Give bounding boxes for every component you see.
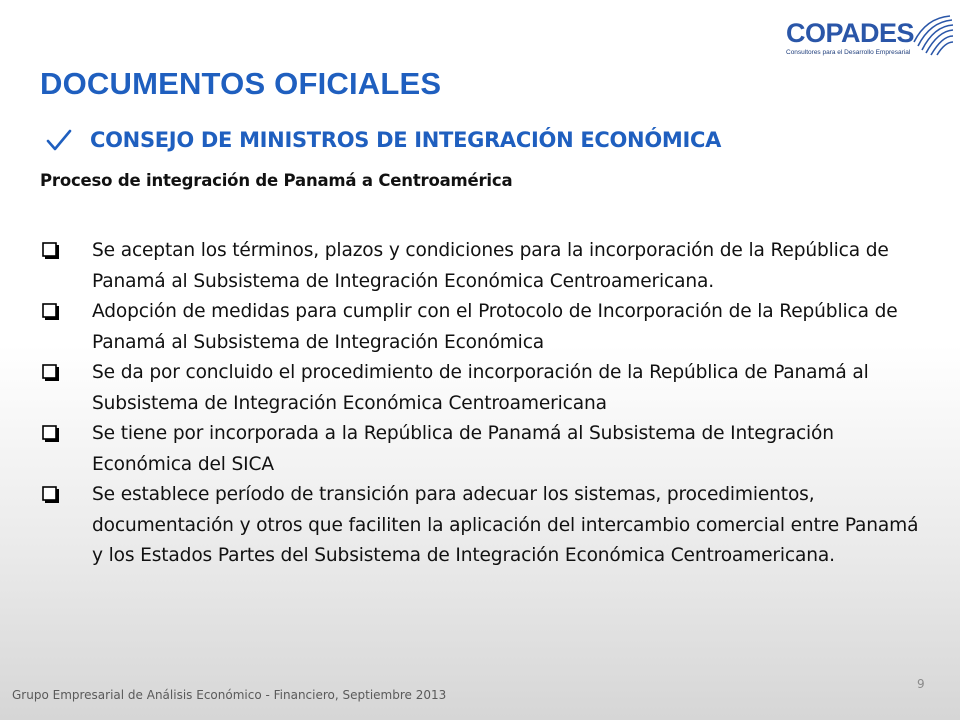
section-heading: CONSEJO DE MINISTROS DE INTEGRACIÓN ECONÓMICA [90, 128, 722, 152]
logo-swirl-icon [910, 12, 954, 56]
list-item [40, 419, 920, 480]
checkbox-icon [42, 425, 60, 443]
page-title: DOCUMENTOS OFICIALES [40, 66, 442, 101]
footer-text: Grupo Empresarial de Análisis Económico - Financiero, Septiembre 2013 [12, 688, 447, 702]
bullet-list [40, 236, 920, 572]
page-number: 9 [917, 677, 925, 691]
copades-logo [786, 12, 952, 62]
list-item [40, 358, 920, 419]
logo-tagline: Consultores para el Desarrollo Empresarial [786, 49, 911, 56]
logo-wordmark: COPADES [786, 18, 915, 48]
bullet-text: Se tiene por incorporada a la República de Panamá al Subsistema de Integración Económica del SICA [92, 423, 834, 475]
checkbox-icon [42, 303, 60, 321]
check-icon [46, 128, 72, 152]
checkbox-icon [42, 364, 60, 382]
bullet-text: Se da por concluido el procedimiento de incorporación de la República de Panamá al Subsistema de Integración Económica Centroamericana [92, 362, 869, 414]
checkbox-icon [42, 486, 60, 504]
bullet-text: Se establece período de transición para adecuar los sistemas, procedimientos, documentación y otros que faciliten la aplicación del intercambio comercial entre Panamá y los Estados Partes del Subsistema de Integración Económica Centroamericana. [92, 484, 919, 566]
list-item [40, 236, 920, 297]
checkbox-icon [42, 242, 60, 260]
section-heading-row [46, 128, 721, 152]
list-item [40, 297, 920, 358]
bullet-text: Se aceptan los términos, plazos y condiciones para la incorporación de la República de Panamá al Subsistema de Integración Económica Centroamericana. [92, 240, 889, 292]
bullet-text: Adopción de medidas para cumplir con el Protocolo de Incorporación de la República de Panamá al Subsistema de Integración Económica [92, 301, 898, 353]
subheading: Proceso de integración de Panamá a Centroamérica [40, 171, 513, 190]
list-item [40, 480, 920, 572]
